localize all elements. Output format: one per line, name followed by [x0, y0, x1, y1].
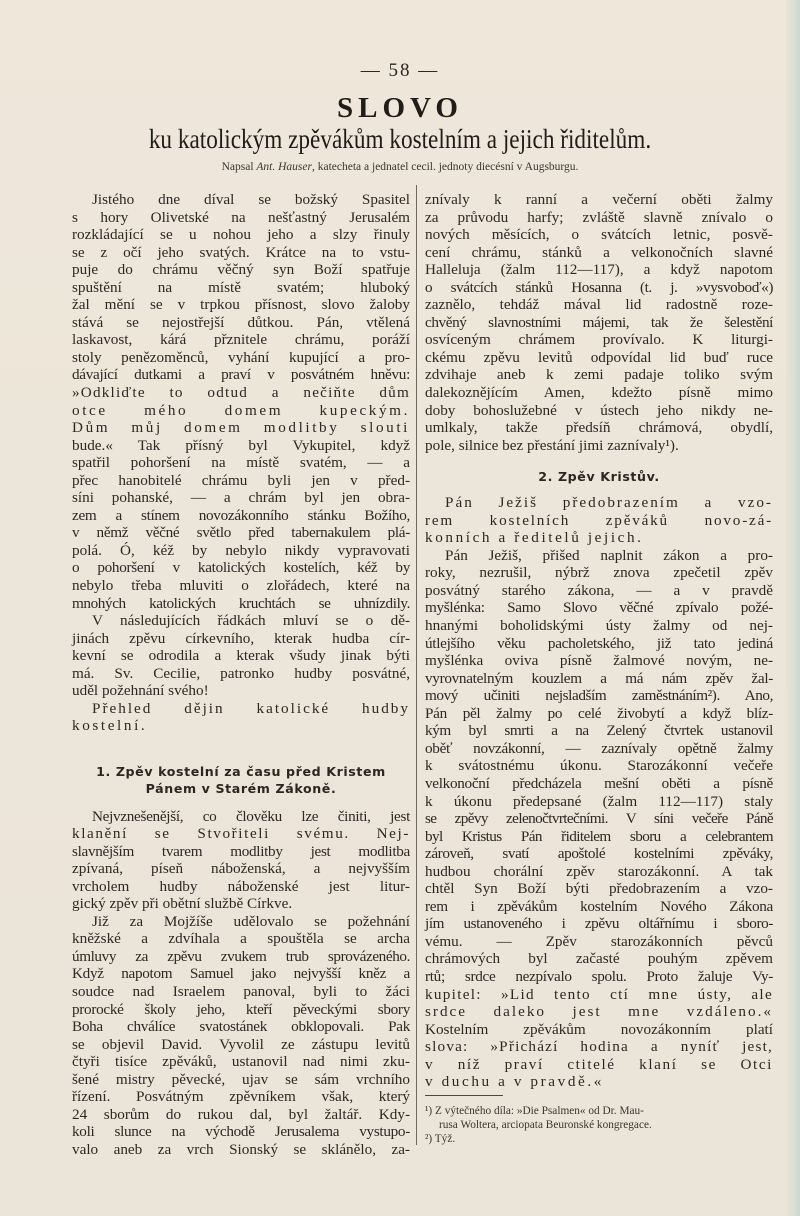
text-line: osvíceným chrámem provívalo. K liturgi- — [425, 331, 773, 349]
text-line: dávající dutkami a praví v posvátném hněvu: — [72, 366, 410, 384]
text-line: se z očí jeho svatých. Krátce na to vstu- — [72, 243, 410, 261]
byline — [0, 161, 800, 173]
byline-author: Ant. Hauser — [256, 161, 312, 173]
text-line: 24 sborům do rukou dal, byl žaltář. Kdy- — [72, 1105, 410, 1123]
text-line: řízení. Posvátným zpěvníkem však, který — [72, 1088, 410, 1106]
left-column — [72, 191, 410, 1158]
text-line: myšlénka oviva písně žalmové novým, ne- — [425, 652, 773, 670]
text-line: vrcholem hudby náboženské jest litur- — [72, 877, 410, 895]
text-line-emphasis: »Odkliďte to odtud a nečiňte dům — [72, 384, 410, 402]
text-line: umlkaly, takže předsíň chrámová, obydlí, — [425, 419, 773, 437]
section-heading-2: 2. Zpěv Kristův. — [538, 469, 660, 485]
text-line: zároveň, svatí apoštolé kostelními zpěváky, — [425, 845, 773, 863]
text-line: uděl požehnání svého! — [72, 682, 209, 700]
text-line: síni pohanské, — a chrám byl jen obra- — [72, 489, 410, 507]
text-line-emphasis: otce mého domem kupeckým. — [72, 401, 410, 419]
text-line: Již za Mojžíše udělovalo se požehnání — [92, 912, 410, 930]
text-line-emphasis: Dům můj domem modlitby slouti — [72, 419, 410, 437]
footnote-1: ¹) Z výtečného díla: »Die Psalmen« od Dr. Mau- — [425, 1105, 644, 1117]
text-line: Kostelním zpěvákům novozákonním platí — [425, 1020, 773, 1038]
text-line-emphasis: srdce daleko jest mne vzdáleno.« — [425, 1003, 773, 1021]
text-line: znívaly k ranní a večerní oběti žalmy — [425, 191, 773, 208]
page-edge — [786, 0, 800, 1216]
text-line: polá. Ó, kéž by nebylo nikdy vypravovati — [72, 541, 410, 559]
text-line-emphasis: kupitel: »Lid tento ctí mne ústy, ale — [425, 985, 773, 1003]
footnote-2: ²) Týž. — [425, 1133, 456, 1145]
text-line: byl Kristus Pán řiditelem sboru a celebrantem — [425, 827, 773, 845]
text-line: puje do chrámu věčný syn Boží spatřuje — [72, 261, 410, 279]
article-title: SLOVO — [337, 92, 463, 124]
text-line: šené mistry pěvecké, ujav se sám vrchního — [72, 1070, 410, 1088]
text-line: kněžské a zdvíhala a spouštěla se archa — [72, 930, 410, 948]
spacer — [72, 753, 410, 763]
text-line: ckému zpěvu levitů odpovídal lid buď ruce — [425, 348, 773, 366]
text-line: valo aneb za vrch Sionský se sklánělo, za- — [72, 1140, 410, 1158]
text-line: Jistého dne díval se božský Spasitel — [92, 191, 410, 208]
text-line: za průvodu harfy; zvláště slavně znívalo o — [425, 208, 773, 226]
text-line: Pán pěl žalmy po celé živobytí a když blíz- — [425, 704, 773, 722]
text-line: mnohých katolických kruchtách se uhnízdily. — [72, 594, 410, 612]
text-line: zaznělo, tehdáž mával lid radostně roze- — [425, 296, 773, 314]
text-line: chvěný slavnostními májemi, tak že šelestění — [425, 313, 773, 331]
text-line: dalekoznějícím Amen, kdežto písně mimo — [425, 384, 773, 402]
text-line-emphasis: v duchu a v pravdě.« — [425, 1073, 604, 1091]
byline-suffix: , katecheta a jednatel cecil. jednoty diecésní v Augsburgu. — [311, 161, 579, 173]
text-line: o svátcích stánků Hosanna (t. j. »vysvoboď«) — [425, 278, 773, 296]
text-line: spuštění na místě svatém; hluboký — [72, 278, 410, 296]
text-line: velkonoční předcházela mešní oběti a písně — [425, 774, 773, 792]
text-line: posvátný starého zákona, — a v pravdě — [425, 581, 773, 599]
text-line: pole, silnice bez přestání jimi zaznívaly¹). — [425, 436, 679, 454]
text-line: stává se nejostřejší důtkou. Pán, vtělená — [72, 313, 410, 331]
text-line: kým byl smrti a na Zelený čtvrtek ustanovil — [425, 722, 773, 740]
text-line: zdvihaje aneb k zemi padaje toliko svým — [425, 366, 773, 384]
right-column — [425, 191, 773, 1091]
spacer — [425, 454, 773, 464]
text-line: se zpěvy zelenočtvrtečními. V síni večeře Páně — [425, 810, 773, 828]
text-line-emphasis: Pán Ježiš předobrazením a vzo- — [445, 494, 773, 512]
text-line: Když napotom Samuel jako nejvyšší kněz a — [72, 965, 410, 983]
text-line: mový učiniti nejsladším zaměstnáním²). Ano, — [425, 687, 773, 705]
text-line: jinách zpěvu církevního, kterak hudba cír- — [72, 629, 410, 647]
spacer — [72, 798, 410, 808]
byline-prefix: Napsal — [221, 161, 257, 173]
text-line-emphasis: kostelní. — [72, 717, 148, 735]
text-line: má. Sv. Cecilie, patronko hudby posvátné, — [72, 664, 410, 682]
text-line: doby bohoslužebné v ústech jeho nikdy ne- — [425, 401, 773, 419]
text-line: vému. — Zpěv starozákonních pěvců — [425, 932, 773, 950]
text-line: Boha chválíce svatostánek obklopovali. Pak — [72, 1018, 410, 1036]
text-line: žal mění se v trpkou přísnost, slovo žaloby — [72, 296, 410, 314]
text-line: v němž věčné světlo před tabernakulem plá- — [72, 524, 410, 542]
text-line: prorocké školy jeho, kteří pěveckými sbory — [72, 1000, 410, 1018]
text-line: stoly penězoměnců, vyhání kupující a pro- — [72, 348, 410, 366]
text-line: nových měsících, o svátcích letnic, posvě- — [425, 226, 773, 244]
text-line: bude.« Tak přísný byl Vykupitel, když — [72, 436, 410, 454]
text-line: chtěl Syn Boží býti předobrazením a vzo- — [425, 880, 773, 898]
text-line: cení chrámu, stánků a velkonočních slavné — [425, 243, 773, 261]
text-line: s hory Olivetské na nešťastný Jerusalém — [72, 208, 410, 226]
text-line-emphasis: klanění se Stvořiteli svému. Nej- — [72, 825, 410, 843]
text-line: Halleluja (žalm 112—117), a když napotom — [425, 261, 773, 279]
text-line: rtů; srdce nezpívalo spolu. Proto žaluje Vy- — [425, 967, 773, 985]
text-line-emphasis: v níž praví ctitelé klaní se Otci — [425, 1055, 773, 1073]
text-line: hnanými boholidskými ústy žalmy od nej- — [425, 617, 773, 635]
text-line: V následujících řádkách mluví se o dě- — [92, 612, 410, 630]
section-heading-1: 1. Zpěv kostelní za času před Kristem — [96, 763, 386, 779]
text-line: laskavost, kárá přznitele chrámu, poráží — [72, 331, 410, 349]
article-subtitle: ku katolickým zpěvákům kostelním a jejich řiditelům. — [148, 124, 652, 154]
text-line: útlejšího věku pacholetského, již tato jediná — [425, 634, 773, 652]
column-divider — [416, 185, 417, 1145]
text-line: koli slunce na východě Jerusalema vystupo- — [72, 1123, 410, 1141]
text-line: myšlénka: Samo Slovo věčné zpívalo požé- — [425, 599, 773, 617]
text-line: úmluvy za zpěvu zvukem trub sprovázeného. — [72, 947, 410, 965]
text-line-emphasis: Přehled dějin katolické hudby — [92, 699, 410, 717]
text-line: oběť novzákonní, — zaznívaly opětně žalmy — [425, 739, 773, 757]
text-line: zpívaná, píseň náboženská, a nejvyšším — [72, 860, 410, 878]
footnotes — [425, 1104, 773, 1146]
text-line: vyrovnatelným kouzlem a má nám zpěv žal- — [425, 669, 773, 687]
text-line: se objevil David. Vyvolil ze zástupu levitů — [72, 1035, 410, 1053]
text-line: hudbou chorální zpěv starozákonní. A tak — [425, 862, 773, 880]
footnote-rule — [425, 1095, 503, 1096]
footnote-1-cont: rusa Woltera, arciopata Beuronské kongregace. — [439, 1119, 652, 1131]
text-line: slavnějším tvarem modlitby jest modlitba — [72, 842, 410, 860]
text-line: přec hanobitelé chrámu byli jen v před- — [72, 471, 410, 489]
text-line: o pohoršení v katolických kostelích, kéž by — [72, 559, 410, 577]
text-line: gický zpěv při obětní službě Církve. — [72, 895, 293, 913]
text-line: roky, nezrušil, nýbrž znova zpečetil zpěv — [425, 564, 773, 582]
text-line: chrámových byl začasté pouhým zpěvem — [425, 950, 773, 968]
text-line-emphasis: konních a ředitelů jejich. — [425, 529, 644, 547]
text-line: Nejvznešenější, co člověku lze činiti, jest — [92, 807, 410, 825]
text-line: spatřil pohoršení na místě svatém, — a — [72, 454, 410, 472]
text-line: čtyři tisíce zpěváků, ustanovil nad nimi zku- — [72, 1053, 410, 1071]
text-line-emphasis: slova: »Přichází hodina a nyníť jest, — [425, 1038, 773, 1056]
text-line: rozkládající se u nohou jeho a slzy řinuly — [72, 226, 410, 244]
text-line-emphasis: rem kostelních zpěváků novo-zá- — [425, 511, 773, 529]
text-line: zem a stínem novozákonního stánku Božího, — [72, 506, 410, 524]
text-line: rem i zpěvákům kostelním Nového Zákona — [425, 897, 773, 915]
text-line: kevní se odrodila a kterak všudy jinak býti — [72, 647, 410, 665]
text-line: Pán Ježiš, přišed naplnit zákon a pro- — [445, 546, 773, 564]
text-line: k úkonu předepsané (žalm 112—117) staly — [425, 792, 773, 810]
spacer — [72, 735, 410, 753]
text-line: nebylo třeba mluviti o zlořádech, které na — [72, 577, 410, 595]
text-line: jím ustanoveného i zpěvu oltářnímu i sboro- — [425, 915, 773, 933]
text-line: k svátostnému úkonu. Starozákonní večeře — [425, 757, 773, 775]
page-number: — 58 — — [360, 60, 440, 81]
text-line: soudce nad Israelem panoval, byli to žáci — [72, 982, 410, 1000]
section-heading-1-cont: Pánem v Starém Zákoně. — [145, 781, 337, 796]
